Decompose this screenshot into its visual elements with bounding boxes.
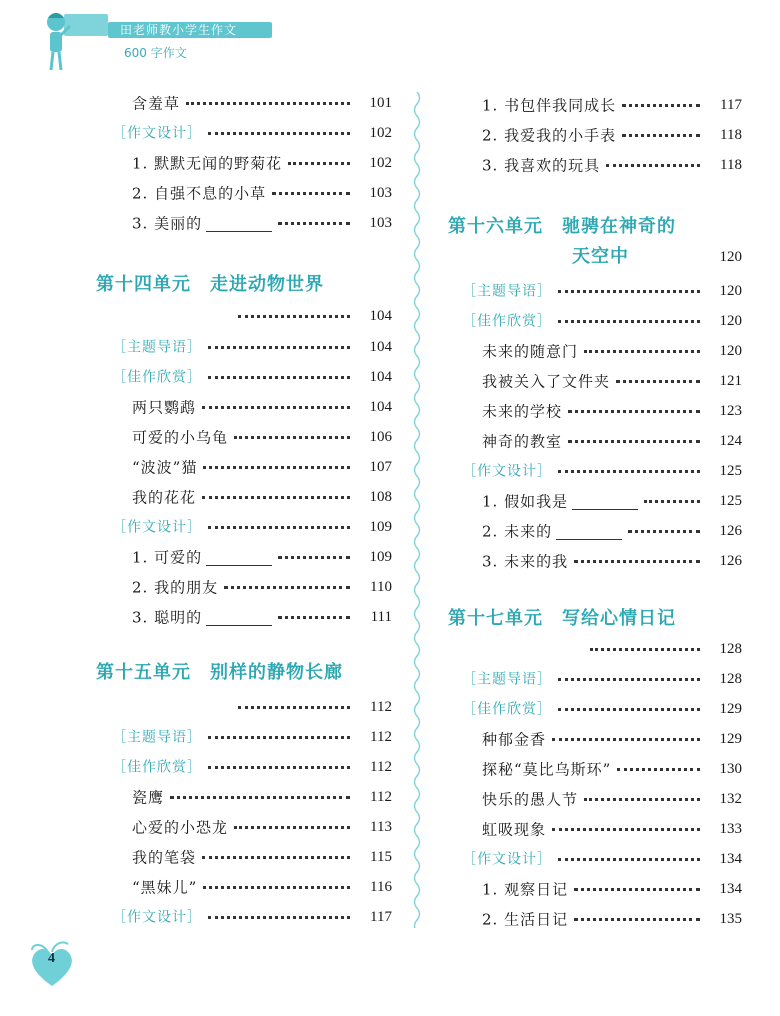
dot-leader [208, 766, 350, 769]
entry-title: 1. 书包伴我同成长 [482, 96, 617, 115]
page-ref: 133 [719, 821, 742, 837]
dot-leader [558, 320, 700, 323]
entry-title: 种郁金香 [482, 730, 547, 749]
page-ref: 111 [370, 609, 392, 625]
fill-in-blank [206, 609, 272, 626]
dot-leader [208, 916, 350, 919]
toc-section-tag[interactable] [112, 120, 392, 146]
entry-title: 1. 假如我是 [482, 492, 569, 511]
page-ref: 123 [719, 403, 742, 419]
toc-entry[interactable] [482, 368, 742, 394]
page-ref: 103 [369, 185, 392, 201]
section-tag-label: ［主题导语］ [112, 729, 202, 746]
toc-entry[interactable] [132, 90, 392, 116]
toc-entry[interactable] [132, 544, 392, 570]
dot-leader [208, 346, 350, 349]
toc-entry[interactable] [132, 454, 392, 480]
dot-leader [558, 290, 700, 293]
dot-leader [558, 858, 700, 861]
fill-in-blank [556, 523, 622, 540]
page-ref: 112 [370, 729, 392, 745]
toc-entry[interactable] [132, 874, 392, 900]
page-ref: 129 [719, 701, 742, 717]
section-tag-label: ［佳作欣赏］ [462, 313, 552, 330]
toc-section-tag[interactable] [112, 514, 392, 540]
entry-title: 两只鹦鹉 [132, 398, 197, 417]
dot-leader [203, 466, 350, 469]
dot-leader [208, 132, 350, 135]
page-ref: 120 [719, 343, 742, 359]
entry-title: 未来的随意门 [482, 342, 579, 361]
page-number: 4 [48, 951, 55, 966]
section-tag-label: ［作文设计］ [112, 125, 202, 142]
page-ref: 104 [369, 308, 392, 324]
page-ref: 108 [369, 489, 392, 505]
section-tag-label: ［佳作欣赏］ [112, 759, 202, 776]
page-ref: 126 [719, 523, 742, 539]
entry-title: 瓷鹰 [132, 788, 165, 807]
page-ref: 128 [719, 671, 742, 687]
toc-section-tag[interactable] [112, 724, 392, 750]
section-tag-label: ［佳作欣赏］ [462, 701, 552, 718]
toc-entry[interactable] [132, 210, 392, 236]
entry-title: 我被关入了文件夹 [482, 372, 611, 391]
dot-leader [558, 678, 700, 681]
dot-leader [622, 134, 700, 137]
section-tag-label: ［主题导语］ [462, 283, 552, 300]
dot-leader [552, 828, 700, 831]
dot-leader [202, 496, 350, 499]
toc-section-tag[interactable] [462, 846, 742, 872]
page-ref: 109 [369, 549, 392, 565]
dot-leader [234, 436, 350, 439]
toc-section-tag[interactable] [112, 334, 392, 360]
entry-title: 3. 我喜欢的玩具 [482, 156, 601, 175]
toc-section-tag[interactable] [462, 308, 742, 334]
page-ref: 110 [370, 579, 392, 595]
teacher-mascot-icon [40, 8, 110, 74]
dot-leader [272, 192, 350, 195]
toc-entry[interactable] [132, 604, 392, 630]
page-ref: 104 [369, 399, 392, 415]
page-ref: 132 [719, 791, 742, 807]
entry-title: 3. 美丽的 [132, 214, 203, 233]
entry-title: 1. 可爱的 [132, 548, 203, 567]
dot-leader [644, 500, 700, 503]
toc-entry[interactable] [482, 428, 742, 454]
fill-in-blank [206, 549, 272, 566]
entry-title: 含羞草 [132, 94, 181, 113]
toc-entry[interactable] [132, 784, 392, 810]
dot-leader [552, 738, 700, 741]
dot-leader [278, 222, 350, 225]
page-ref: 125 [719, 493, 742, 509]
page-ref: 130 [719, 761, 742, 777]
toc-entry[interactable] [482, 338, 742, 364]
toc-entry[interactable] [482, 398, 742, 424]
toc-entry[interactable] [232, 694, 392, 720]
dot-leader [590, 648, 700, 651]
page-ref: 118 [720, 157, 742, 173]
toc-entry[interactable] [232, 303, 392, 329]
dot-leader [574, 918, 700, 921]
section-tag-label: ［作文设计］ [462, 463, 552, 480]
toc-entry[interactable] [482, 518, 742, 544]
toc-section-tag[interactable] [462, 696, 742, 722]
fill-in-blank [206, 215, 272, 232]
entry-title: 2. 我的朋友 [132, 578, 219, 597]
page-ref: 120 [719, 249, 742, 265]
page-ref: 134 [719, 851, 742, 867]
toc-entry[interactable] [482, 92, 742, 118]
toc-entry[interactable] [482, 876, 742, 902]
toc-section-tag[interactable] [112, 754, 392, 780]
column-divider [410, 92, 424, 928]
toc-entry[interactable] [482, 726, 742, 752]
toc-entry[interactable] [482, 816, 742, 842]
dot-leader [278, 616, 350, 619]
toc-section-tag[interactable] [112, 364, 392, 390]
page-ref: 120 [719, 313, 742, 329]
page-ref: 112 [370, 699, 392, 715]
toc-entry[interactable] [482, 152, 742, 178]
page-ref: 124 [719, 433, 742, 449]
entry-title: “黑妹儿” [132, 878, 198, 897]
toc-entry[interactable] [132, 814, 392, 840]
unit-heading: 第十七单元 写给心情日记 [448, 608, 676, 629]
page-ref: 104 [369, 339, 392, 355]
entry-title: 我的花花 [132, 488, 197, 507]
entry-title: 可爱的小乌龟 [132, 428, 229, 447]
entry-title: 我的笔袋 [132, 848, 197, 867]
page-ref: 113 [370, 819, 392, 835]
toc-entry[interactable] [132, 394, 392, 420]
page-ref: 128 [719, 641, 742, 657]
section-tag-label: ［主题导语］ [462, 671, 552, 688]
page-ref: 117 [720, 97, 742, 113]
dot-leader [584, 798, 700, 801]
dot-leader [202, 856, 350, 859]
dot-leader [208, 376, 350, 379]
dot-leader [238, 315, 350, 318]
section-tag-label: ［作文设计］ [112, 519, 202, 536]
toc-entry[interactable] [132, 150, 392, 176]
entry-title: 虹吸现象 [482, 820, 547, 839]
page-ref: 103 [369, 215, 392, 231]
toc-entry[interactable] [482, 548, 742, 574]
page-ref: 115 [370, 849, 392, 865]
dot-leader [224, 586, 350, 589]
page-ref: 117 [370, 909, 392, 925]
dot-leader [568, 440, 700, 443]
dot-leader [208, 736, 350, 739]
dot-leader [617, 768, 700, 771]
series-title: 田老师教小学生作文 [120, 23, 238, 37]
toc-entry[interactable] [482, 122, 742, 148]
unit-heading: 第十五单元 别样的静物长廊 [96, 662, 343, 683]
section-tag-label: ［主题导语］ [112, 339, 202, 356]
entry-title: 2. 未来的 [482, 522, 553, 541]
dot-leader [238, 706, 350, 709]
dot-leader [584, 350, 700, 353]
dot-leader [574, 888, 700, 891]
dot-leader [628, 530, 700, 533]
page-ref: 109 [369, 519, 392, 535]
toc-section-tag[interactable] [462, 458, 742, 484]
dot-leader [278, 556, 350, 559]
entry-title: 2. 我爱我的小手表 [482, 126, 617, 145]
entry-title: 心爱的小恐龙 [132, 818, 229, 837]
dot-leader [574, 560, 700, 563]
section-tag-label: ［作文设计］ [112, 909, 202, 926]
page-ref: 102 [369, 155, 392, 171]
page-ref: 134 [719, 881, 742, 897]
dot-leader [170, 796, 350, 799]
section-tag-label: ［作文设计］ [462, 851, 552, 868]
page-ref: 126 [719, 553, 742, 569]
toc-entry[interactable] [482, 756, 742, 782]
entry-title: 快乐的愚人节 [482, 790, 579, 809]
entry-title: 2. 生活日记 [482, 910, 569, 929]
dot-leader [558, 708, 700, 711]
page-ref: 120 [719, 283, 742, 299]
toc-entry[interactable] [584, 636, 742, 662]
toc-entry[interactable] [132, 484, 392, 510]
page-ref: 101 [369, 95, 392, 111]
page-ref: 125 [719, 463, 742, 479]
entry-title: 3. 未来的我 [482, 552, 569, 571]
page-ref: 112 [370, 789, 392, 805]
section-tag-label: ［佳作欣赏］ [112, 369, 202, 386]
toc-entry[interactable] [132, 844, 392, 870]
toc-entry[interactable] [482, 906, 742, 932]
dot-leader [616, 380, 700, 383]
page-ref: 121 [719, 373, 742, 389]
entry-title: 1. 默默无闻的野菊花 [132, 154, 283, 173]
fill-in-blank [572, 493, 638, 510]
page-ref: 112 [370, 759, 392, 775]
toc-entry[interactable] [132, 180, 392, 206]
unit-heading: 第十四单元 走进动物世界 [96, 274, 324, 295]
entry-title: 神奇的教室 [482, 432, 563, 451]
dot-leader [186, 102, 350, 105]
toc-entry[interactable] [482, 786, 742, 812]
page-ref: 116 [370, 879, 392, 895]
entry-title: 2. 自强不息的小草 [132, 184, 267, 203]
dot-leader [558, 470, 700, 473]
page-ref: 106 [369, 429, 392, 445]
dot-leader [288, 162, 350, 165]
toc-section-tag[interactable] [462, 666, 742, 692]
entry-title: 1. 观察日记 [482, 880, 569, 899]
toc-section-tag[interactable] [462, 278, 742, 304]
entry-title: 未来的学校 [482, 402, 563, 421]
entry-title: 3. 聪明的 [132, 608, 203, 627]
toc-unit-page [572, 244, 742, 270]
unit-heading: 第十六单元 驰骋在神奇的 [448, 216, 676, 237]
dot-leader [202, 406, 350, 409]
page-ref: 118 [720, 127, 742, 143]
dot-leader [568, 410, 700, 413]
unit-heading: 天空中 [572, 246, 629, 267]
page-ref: 102 [369, 125, 392, 141]
toc-entry[interactable] [132, 574, 392, 600]
dot-leader [234, 826, 350, 829]
dot-leader [606, 164, 700, 167]
toc-section-tag[interactable] [112, 904, 392, 930]
dot-leader [208, 526, 350, 529]
toc-entry[interactable] [132, 424, 392, 450]
page-ref: 129 [719, 731, 742, 747]
page-ref: 107 [369, 459, 392, 475]
series-subtitle: 600 字作文 [124, 46, 187, 60]
page-ref: 104 [369, 369, 392, 385]
page-ref: 135 [719, 911, 742, 927]
dot-leader [203, 886, 350, 889]
entry-title: 探秘“莫比乌斯环” [482, 760, 612, 779]
toc-entry[interactable] [482, 488, 742, 514]
dot-leader [622, 104, 700, 107]
entry-title: “波波”猫 [132, 458, 198, 477]
